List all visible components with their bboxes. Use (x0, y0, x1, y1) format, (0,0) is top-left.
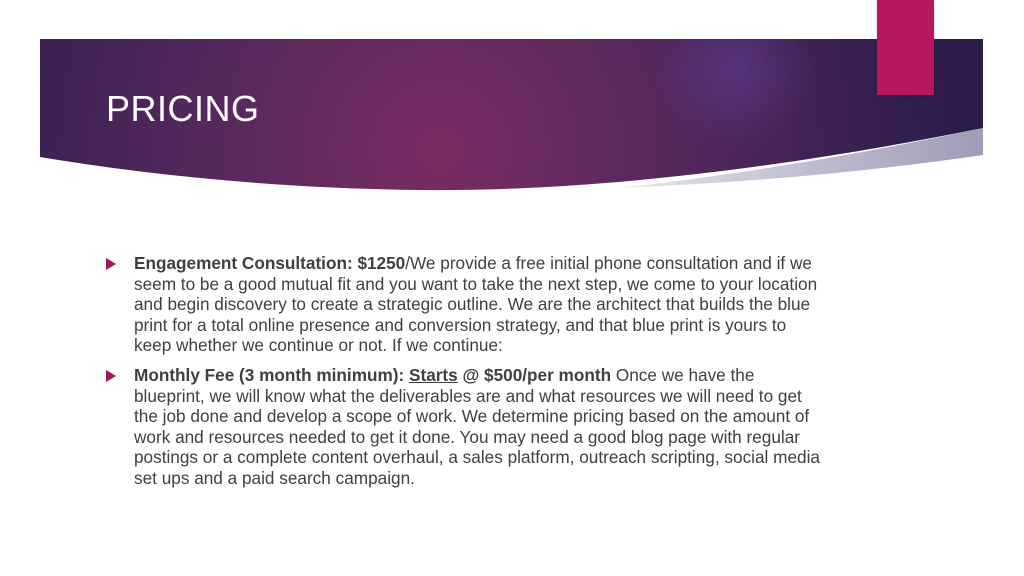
bullet-text: Once we have the blueprint, we will know what the deliverables are and what resources we will need to get the job done and develop a scope of work. We determine pricing based on the amount of work and resources needed to get it done. You may need a good blog page with regular postings or a complete content overhaul, a sales platform, outreach scripting, social media set ups and a paid search campaign. (134, 364, 820, 488)
bullet-bold-lead: Engagement Consultation: $1250 (134, 253, 406, 273)
accent-tab (877, 0, 934, 95)
bullet-bold-tail: @ $500/per month (457, 364, 612, 385)
bullet-engagement-consultation (106, 253, 826, 356)
slide-title: PRICING (106, 88, 260, 129)
bullet-monthly-fee (106, 365, 826, 489)
bullet-underlined-word: Starts (409, 364, 458, 385)
bullet-bold-lead: Monthly Fee (3 month minimum): (134, 364, 409, 385)
bullet-list (106, 253, 826, 498)
bullet-text: /We provide a free initial phone consultation and if we seem to be a good mutual fit and you want to take the next step, we come to your location and begin discovery to create a strategic outline. We are the architect that builds the blue print for a total online presence and conversion strategy, and that blue print is yours to keep whether we continue or not. If we continue: (134, 253, 818, 356)
triangle-bullet-icon (106, 370, 116, 382)
triangle-bullet-icon (106, 258, 116, 270)
